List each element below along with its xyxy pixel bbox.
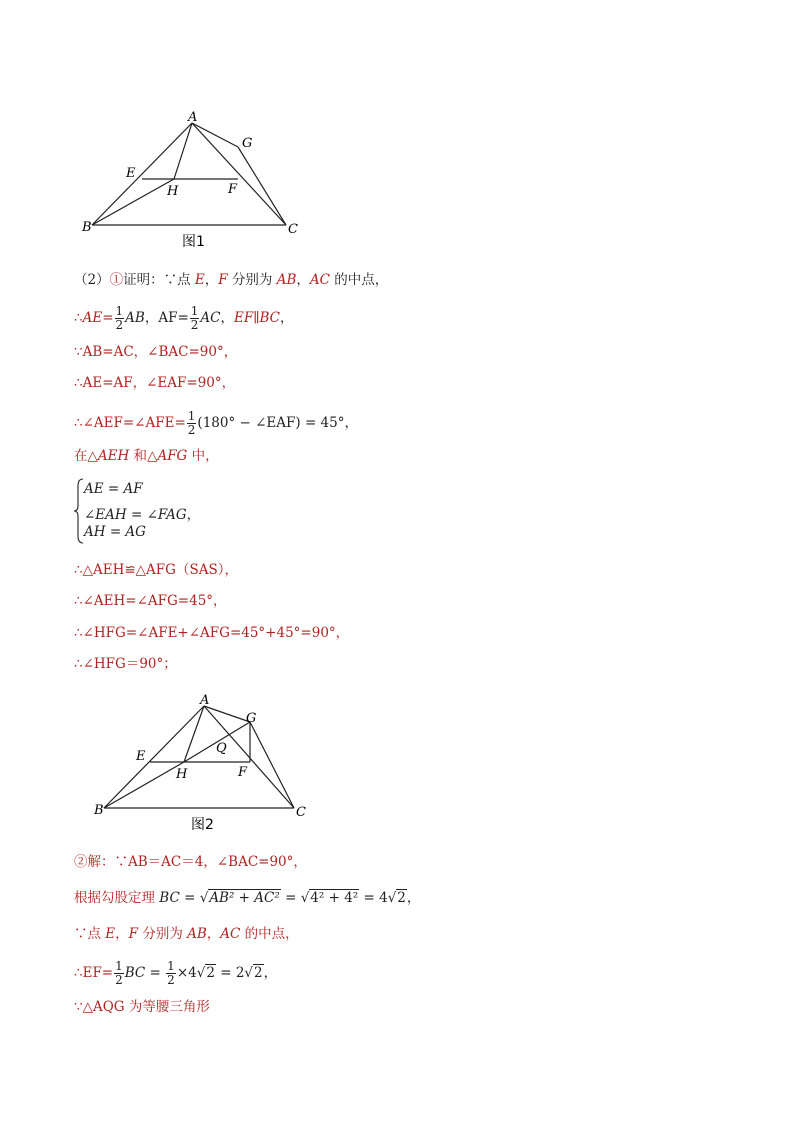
radicand: 2 [397, 890, 406, 906]
fig2-label-F: F [238, 765, 248, 780]
text: 分别为 [138, 926, 188, 942]
system-eq-2 [84, 503, 200, 523]
comma: ， [186, 507, 201, 523]
numerator: 1 [167, 959, 175, 973]
equation-system [74, 478, 294, 544]
solution-line-2 [74, 889, 420, 907]
text: ， [220, 310, 234, 326]
fig1-label-H: H [167, 184, 179, 199]
fig2-label-A: A [200, 693, 210, 708]
fraction-half [114, 960, 124, 987]
text: 证明：∵点 [123, 272, 195, 288]
sqrt-4: √2 [196, 965, 215, 981]
figure-1 [70, 105, 330, 255]
proof-line-5 [74, 410, 358, 437]
radicand: AB² + AC² [209, 890, 280, 906]
therefore: ∴ [74, 310, 83, 326]
fraction-half [115, 305, 125, 332]
fraction-half [190, 305, 200, 332]
triangle-AEH: △AEH [87, 448, 130, 464]
text: ∴EF= [74, 965, 114, 981]
text: ∵点 [74, 926, 106, 942]
fig2-label-B: B [94, 803, 104, 818]
proof-line-6 [74, 447, 219, 465]
text: 的中点， [240, 926, 299, 942]
system-eq-3: AH = AG [84, 524, 146, 540]
var-E: E [105, 926, 116, 942]
fig1-caption: 图1 [182, 234, 205, 250]
proof-line-10: ∴∠HFG＝90°； [74, 656, 177, 672]
var-AC: AC [220, 926, 241, 942]
radicand: 4² + 4² [310, 890, 359, 906]
text: ， [206, 926, 221, 942]
fraction-half [166, 960, 176, 987]
text: 的中点， [329, 272, 389, 288]
eq-text: ∠EAH = ∠FAG [84, 507, 187, 523]
sqrt-1: √AB² + AC² [199, 890, 280, 906]
proof-line-7: ∴△AEH≌△AFG（SAS）， [74, 562, 238, 578]
text: = [280, 890, 301, 906]
fig1-label-A: A [188, 110, 198, 125]
radicand: 2 [254, 965, 263, 981]
var-AB: AB [187, 926, 207, 942]
solution-line-1 [74, 853, 307, 871]
fig2-caption: 图2 [191, 817, 214, 833]
fig1-label-C: C [288, 222, 298, 237]
solution-line-4 [74, 960, 277, 987]
triangle-AFG: △AFG [147, 448, 188, 464]
solution-line-3 [74, 925, 299, 943]
proof-line-2 [74, 305, 293, 332]
figure-2 [86, 690, 336, 840]
var-AB: AB [125, 310, 145, 326]
proof-line-3: ∵AB=AC，∠BAC=90°， [74, 344, 238, 360]
var-AC: AC [200, 310, 221, 326]
text: 根据勾股定理 [74, 890, 160, 906]
solution-line-5: ∵△AQG 为等腰三角形 [74, 999, 210, 1015]
numerator: 1 [115, 304, 124, 318]
numerator: 1 [190, 304, 199, 318]
text: = 4 [359, 890, 388, 906]
fig2-label-H: H [176, 767, 188, 782]
text: ， [263, 965, 278, 981]
sqrt-3: √2 [387, 890, 406, 906]
text: 和 [129, 448, 148, 464]
text: 分别为 [227, 272, 277, 288]
fig1-label-B: B [82, 220, 92, 235]
system-eq-1: AE = AF [84, 481, 143, 497]
circle-1: ① [109, 272, 124, 288]
var-F: F [128, 926, 139, 942]
denominator: 2 [115, 973, 123, 987]
fig2-label-Q: Q [216, 741, 227, 756]
text: BC = [159, 890, 200, 906]
part-label: （2） [74, 272, 110, 288]
proof-line-9: ∴∠HFG=∠AFE+∠AFG=45°+45°=90°， [74, 625, 350, 641]
denominator: 2 [167, 973, 175, 987]
text: = 2 [215, 965, 245, 981]
sqrt-5: √2 [244, 965, 263, 981]
fig1-label-G: G [242, 136, 253, 151]
denominator: 2 [115, 318, 124, 332]
proof-line-1 [74, 271, 388, 289]
text: 中， [187, 448, 219, 464]
var-AC: AC [309, 272, 330, 288]
text: ， [204, 272, 219, 288]
var-E: E [194, 272, 205, 288]
proof-line-8: ∴∠AEH=∠AFG=45°， [74, 593, 227, 609]
fig2-label-C: C [296, 805, 306, 820]
denominator: 2 [190, 318, 199, 332]
text: ×4 [176, 965, 197, 981]
var-AB: AB [276, 272, 297, 288]
text: 在 [74, 448, 88, 464]
numerator: 1 [115, 959, 123, 973]
fig2-label-E: E [136, 749, 146, 764]
var-F: F [218, 272, 228, 288]
text: (180° − ∠EAF) = 45°， [197, 415, 358, 431]
circle-2: ② [74, 854, 88, 870]
parallel-statement: EF∥BC [234, 310, 280, 326]
text: ， [296, 272, 310, 288]
equals: = [102, 310, 114, 326]
text: ，AF= [144, 310, 189, 326]
fig1-label-E: E [126, 166, 136, 181]
fraction-half [187, 410, 197, 437]
text: ∴∠AEF=∠AFE= [74, 415, 186, 431]
fig1-label-F: F [228, 182, 238, 197]
fig2-label-G: G [246, 711, 257, 726]
radicand: 2 [206, 965, 215, 981]
denominator: 2 [187, 423, 196, 437]
text: 解：∵AB＝AC＝4，∠BAC=90°， [87, 854, 307, 870]
proof-line-4: ∴AE=AF，∠EAF=90°， [74, 375, 236, 391]
numerator: 1 [187, 409, 196, 423]
text: BC = [124, 965, 166, 981]
left-brace-icon [74, 478, 84, 544]
sqrt-2: √4² + 4² [300, 890, 359, 906]
var-AE: AE [82, 310, 103, 326]
text: ， [115, 926, 129, 942]
text: ， [406, 890, 421, 906]
text: ， [279, 310, 294, 326]
